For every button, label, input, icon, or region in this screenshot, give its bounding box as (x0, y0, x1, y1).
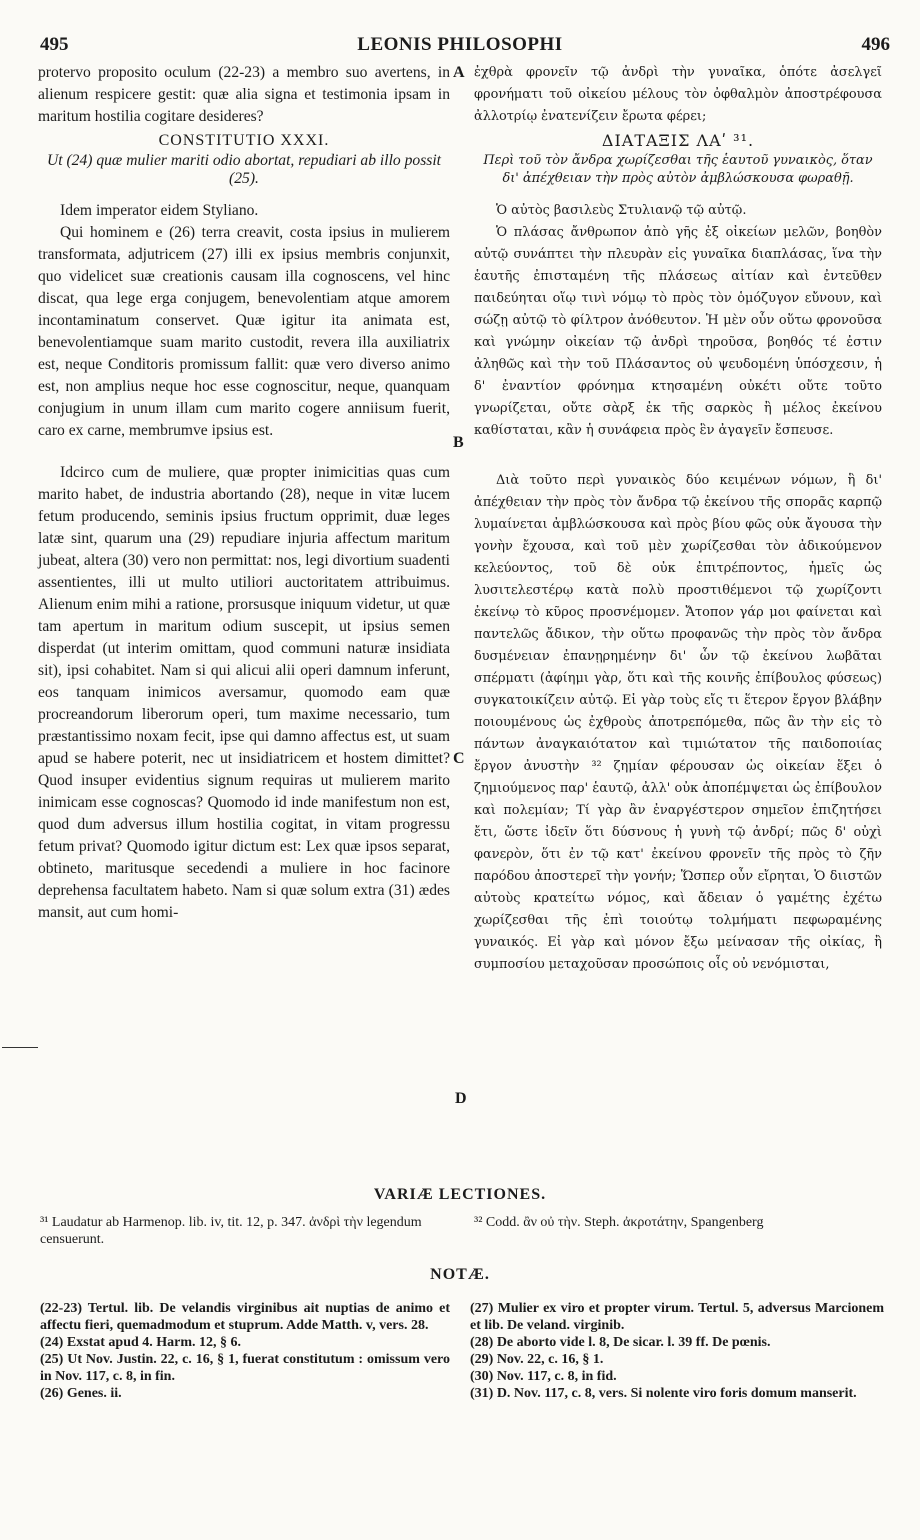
note-27: (27) Mulier ex viro et propter virum. Tertul. 5, adversus Marcionem et lib. De veland. virginib. (470, 1301, 884, 1333)
notae-right-column (470, 1300, 884, 1402)
greek-rubric: Περὶ τοῦ τὸν ἄνδρα χωρίζεσθαι τῆς ἑαυτοῦ γυναικὸς, ὅταν δι' ἀπέχθειαν τὴν πρὸς αὐτὸν ἀμβλώσκουσα φωραθῇ. (483, 153, 873, 186)
note-29: (29) Nov. 22, c. 16, § 1. (470, 1352, 604, 1367)
greek-column (474, 62, 882, 976)
notae-heading: NOTÆ. (430, 1266, 490, 1283)
margin-rule (2, 1047, 38, 1048)
note-31: (31) D. Nov. 117, c. 8, vers. Si nolente viro foris domum manserit. (470, 1386, 857, 1401)
margin-letter-c: C (453, 750, 465, 767)
page-header (0, 34, 920, 64)
latin-intro: protervo proposito oculum (22-23) a membro suo avertens, in alienum respicere gestit: quæ alia signa et testimonia ipsam in maritum hostilia cogitare desideres? (38, 64, 450, 125)
note-30: (30) Nov. 117, c. 8, in fid. (470, 1369, 617, 1384)
latin-rubric: Ut (24) quæ mulier mariti odio abortat, repudiari ab illo possit (25). (46, 152, 442, 187)
note-28: (28) De aborto vide l. 8, De sicar. l. 39 ff. De pœnis. (470, 1335, 771, 1350)
page-number-right: 496 (861, 34, 890, 55)
running-title: LEONIS PHILOSOPHI (357, 34, 563, 55)
greek-paragraph-1: Ὁ πλάσας ἄνθρωπον ἀπὸ γῆς ἐξ οἰκείων μελῶν, βοηθὸν αὐτῷ συνάπτει τὴν πλευρὰν εἰς γυναῖκα διαπλάσας, ἵνα τὴν ἑαυτῆς ἐπισταμένη τῆς πλάσεως αἰτίαν καὶ ἐντεῦθεν παιδεύηται οἵῳ τινὶ νόμῳ τὸ πρὸς τὸν ὁμόζυγον εὔνουν, καὶ σώζῃ αὐτῷ τὸ φίλτρον ἀνόθευτον. Ἡ μὲν οὖν οὕτω φρονοῦσα καὶ γνώμην οἰκείαν τῷ ἀνδρὶ τηροῦσα, βοηθός τέ ἐστιν ἀληθῶς καὶ τὴν τοῦ Πλάσαντος οὐ ψευδομένη ὑπόσχεσιν, ἡ δ' ἐναντίον φρόνημα κτησαμένη οὐκέτι οὔτε τοῦτο γνωρίζεται, οὔτε σὰρξ ἐκ τῆς σαρκὸς ἢ μέλος ἐκείνου καθίσταται, κἂν ἡ συνάφεια πρὸς ἓν ἀγαγεῖν ἔσπευσε. (474, 225, 882, 438)
note-22-23: (22-23) Tertul. lib. De velandis virginibus ait nuptias de animo et affectu fieri, quemadmodum et stuprum. Adde Matth. v, vers. 28. (40, 1301, 450, 1333)
page-number-left: 495 (40, 34, 69, 55)
greek-paragraph-2: Διὰ τοῦτο περὶ γυναικὸς δύο κειμένων νόμων, ἣ δι' ἀπέχθειαν τὴν πρὸς τὸν ἄνδρα τῷ ἐκείνου τῆς σπορᾶς καρπῷ λυμαίνεται ἀμβλώσκουσα καὶ πρὸς βίου φῶς οὐκ ἄγουσα τὴν γονὴν ἔχουσα, καὶ τοῦ μὲν χωρίζεσθαι τὸν ἀδικούμενον κελεύοντος, τοῦ δὲ οὐκ ἐπιτρέποντος, ἡμεῖς ὡς λυσιτελεστέρῳ κατὰ πολὺ προστιθέμενοι τῷ χωρίζοντι ἐκείνῳ τὸ κῦρος προσνέμομεν. Ἄτοπον γάρ μοι φαίνεται καὶ παντελῶς ἄδικον, τὴν οὕτω προφανῶς τὴν πρὸς τὸν ἄνδρα δυσμένειαν ἐπανῃρημένην δι' ὧν τῷ ἐκείνου λωβᾶται σπέρματι (ἀφίημι γὰρ, ὅτι καὶ τῆς κοινῆς ἐπίβουλος φύσεως) συγκατοικίζειν αὐτῷ. Εἰ γὰρ τοὺς εἴς τι ἕτερον ἔργον βλάβην ποιουμένους ὡς ἐχθροὺς ἀποτρεπόμεθα, πῶς ἂν τὴν εἰς τὸ πάντων ἀναγκαιότατον καὶ τιμιώτατον τῆς παιδοποιίας ἔργον ἀνυστὴν ³² ζημίαν φέρουσαν ὡς οἰκείαν ἕξει ὁ ζημιούμενος παρ' ἑαυτῷ, ἀλλ' οὐκ ἀποπέμψεται ὡς ἐπίβουλον καὶ πολεμίαν; Τί γὰρ ἂν ἐναργέστερον σημεῖον ἐπιζητήσει ἔτι, ὥστε ἰδεῖν ὅτι δύσνους ἡ γυνὴ τῷ ἀνδρί; πῶς δ' οὐχὶ φανερὸν, ὅτι ἐν τῷ κατ' ἐκείνου φρονεῖν τῆς πρὸς τὸ ζῆν παρόδου ἀποστερεῖ τὴν γονήν; Ὥσπερ οὖν εἴρηται, Ὁ διιστῶν αὐτοὺς κρατείτω νόμος, καὶ ἄδειαν ὁ γαμέτης ἐχέτω χωρίζεσθαι τῆς ἐπὶ τοιούτῳ τολμήματι πεφωραμένης γυναικός. Εἰ γὰρ καὶ μόνον ἔξω μείνασαν τῆς οἰκίας, ἢ συμποσίου μεταχοῦσαν προσώποις οἷς οὐ νενόμισται, (474, 473, 882, 972)
note-24: (24) Exstat apud 4. Harm. 12, § 6. (40, 1335, 242, 1350)
variae-right: ³² Codd. ἂν οὐ τὴν. Steph. ἀκροτάτην, Spangenberg (474, 1215, 764, 1230)
note-25: (25) Ut Nov. Justin. 22, c. 16, § 1, fuerat constitutum : omissum vero in Nov. 117, c. 8, in fin. (40, 1352, 450, 1384)
latin-paragraph-1: Qui hominem e (26) terra creavit, costa ipsius in mulierem transformata, adjutricem (27) illi ex ipsius membris conjunxit, quo videlicet suæ creationis causam illa cognoscens, vel hinc discat, qua lege erga conjugem, benevolentiam atque amorem incontaminatum conservet. Quæ igitur ita animata est, benevolentiamque suam marito custodit, revera illa auxiliatrix est, neque Conditoris promissum fallit: quæ vero diverso animo est, non amplius neque hoc esse cognoscitur, neque, quanquam conjugium in unum illam cum marito cogere anniisum fuerit, caro ex carne, membrumve ipsius est. (38, 224, 450, 439)
latin-column (38, 62, 450, 924)
latin-address: Idem imperator eidem Styliano. (60, 202, 259, 219)
margin-letter-d: D (455, 1090, 467, 1107)
variae-left: ³¹ Laudatur ab Harmenop. lib. iv, tit. 12, p. 347. ἀνδρὶ τὴν legendum censuerunt. (40, 1215, 422, 1247)
greek-address: Ὁ αὐτὸς βασιλεὺς Στυλιανῷ τῷ αὐτῷ. (496, 203, 747, 218)
margin-letter-a: A (453, 64, 465, 81)
margin-letter-b: B (453, 434, 464, 451)
note-26: (26) Genes. ii. (40, 1386, 122, 1401)
notae-left-column (40, 1300, 450, 1402)
variae-heading: VARIÆ LECTIONES. (373, 1186, 547, 1203)
latin-heading: CONSTITUTIO XXXI. (158, 132, 330, 149)
greek-heading: ΔΙΑΤΑΞΙΣ ΛΑʹ ³¹. (601, 131, 755, 150)
latin-paragraph-2: Idcirco cum de muliere, quæ propter inimicitias quas cum marito habet, de industria abortando (28), neque in vitæ lucem fetum producendo, seminis ipsius fructum opprimit, duæ leges latæ sint, quarum una (29) repudiare injuria affectum maritum jubeat, altera (30) vero non permittat: nos, legi divortium suadenti assentientes, illi ut multo utiliori auctoritatem attribuimus. Alienum enim mihi a ratione, prorsusque iniquum videtur, ut quæ tam apertum in maritum odium suscepit, ut ipsius semen disperdat (ut interim omittam, quod communi naturæ insidiata sit), ipsi cohabitet. Nam si qui alicui alii operi damnum inferunt, eos tanquam inimicos aversamur, quomodo eam quæ procreandorum liberorum operi, tum maxime necessario, tum præstantissimo noxam fecit, ipse qui damno affectus est, ut suam apud se habere poterit, nec ut insidiatricem et hostem dimittet? Quod insuper evidentius signum requiras ut mulierem marito inimicam esse cognoscas? Quomodo id inde manifestum non est, quod dum adversus illum hostilia cogitat, in vitam progressu fetum privat? Quomodo igitur dictum est: Lex quæ ipsos separat, obtineto, maritusque secedendi a muliere in hoc facinore deprehensa facultatem habeto. Nam si quæ solum extra (31) ædes mansit, aut cum homi- (38, 464, 450, 921)
greek-intro: ἐχθρὰ φρονεῖν τῷ ἀνδρὶ τὴν γυναῖκα, ὁπότε ἀσελγεῖ φρονήματι τοῦ οἰκείου μέλους τὸν ὀφθαλμὸν ἀποστρέφουσα ἀλλοτρίῳ ἐνατενίζειν ἔρωτα φέρει; (474, 65, 882, 124)
